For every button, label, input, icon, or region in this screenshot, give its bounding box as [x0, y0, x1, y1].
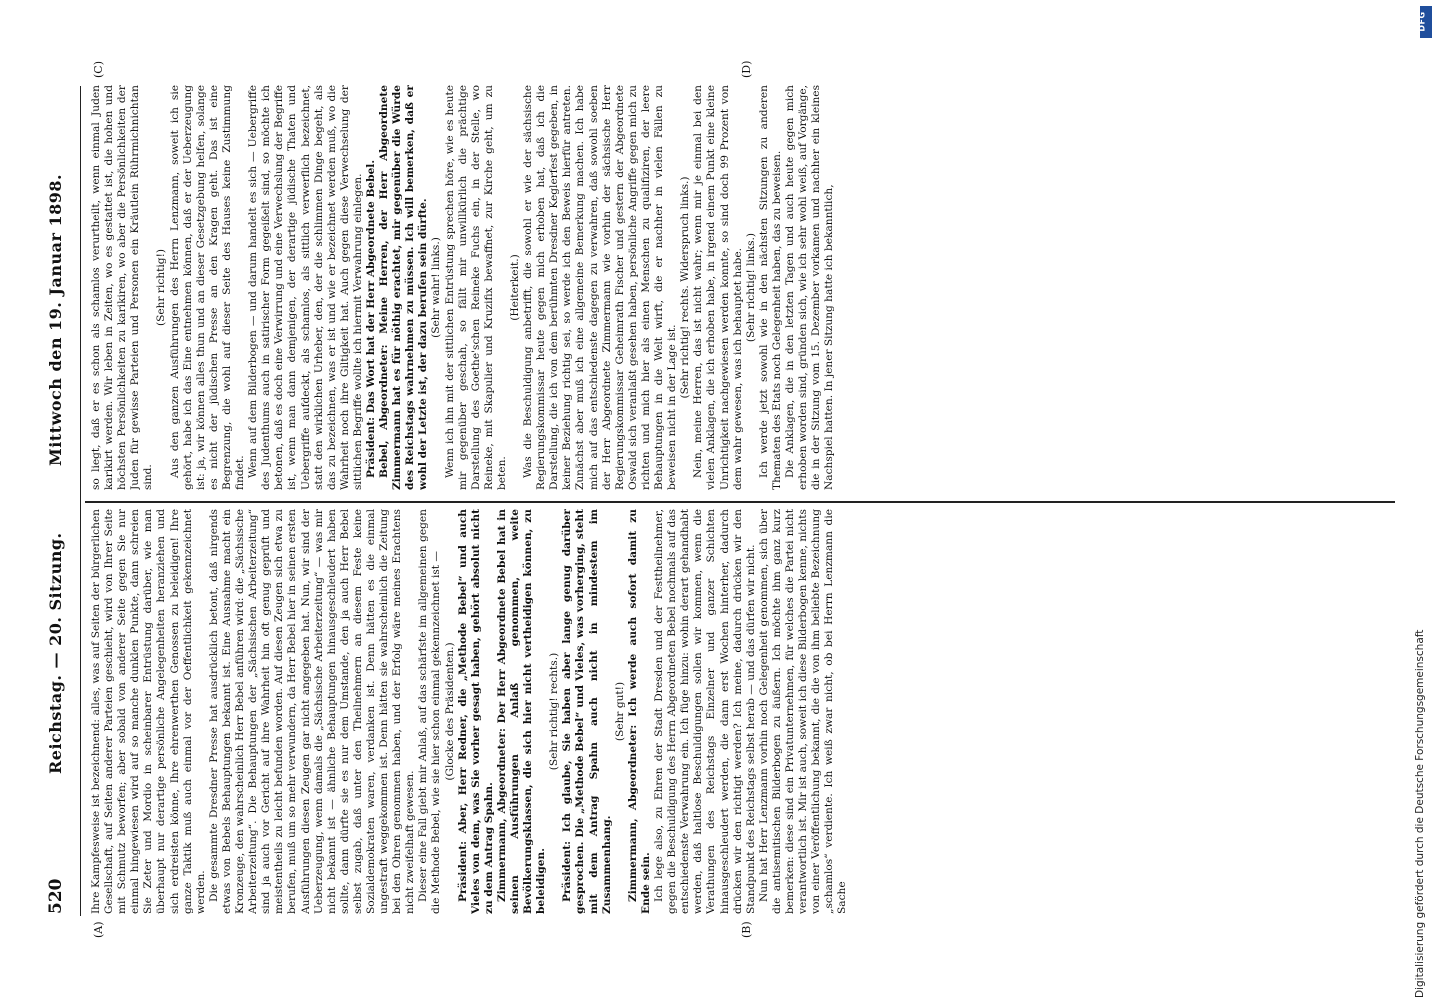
- digitization-credit: Digitalisierung gefördert durch die Deutsche Forschungsgemeinschaft: [1414, 629, 1426, 998]
- interjection: (Sehr gut!): [613, 681, 626, 742]
- page-number: 520: [46, 878, 66, 914]
- page-header: [44, 84, 74, 914]
- interjection: (Heiterkeit.): [509, 254, 521, 321]
- column-divider: [85, 501, 1395, 503]
- paragraph: Die gesammte Dresdner Presse hat ausdrücklich betont, daß nirgends etwas von Bebels Behauptungen bekannt ist. Eine Ausnahme macht ein Kronzeuge, den wahrscheinlich Herr Bebel anführen wird: die „Sächsische Arbeiterzeitung“. Die Behauptungen der „Sächsischen Arbeiterzeitung“ sind ja auch vor Gericht auf ihre Wahrheit hin oft genug geprüft und meistentheils zu leicht befunden worden. Auf diesen Zeugen sich etwa zu berufen, muß um so mehr verwundern, da Herr Bebel hier in seinen ersten Ausführungen diesen Zeugen gar nicht angegeben hat. Nun, wir sind der Ueberzeugung, wenn damals die „Sächsische Arbeiterzeitung“ — was mir nicht bekannt ist — ähnliche Behauptungen hinausgeschleudert haben sollte, dann dürfte sie es nur dem Umstande, den ja auch Herr Bebel selbst zugab, daß unter den Theilnehmern an diesem Feste keine Sozialdemokraten waren, verdanken ist. Denn hätten es die einmal ungestraft weggekommen ist. Denn hätten sie wahrscheinlich die Zeitung bei den Ohren genommen haben, und der Erfolg wäre meines Erachtens nicht zweifelhaft gewesen.: [207, 509, 417, 914]
- paragraph: Nein, meine Herren, das ist nicht wahr; wenn mir je einmal bei den vielen Anklagen, die ich erhoben habe, in irgend einem Punkt eine kleine Unrichtigkeit nachgewiesen werden konnte, so sind doch 99 Prozent von dem wahr gewesen, was ich behauptet habe.: [692, 85, 744, 490]
- paragraph: so liegt, daß er es schon als schamlos verurtheilt, wenn einmal Juden karikirt werden. Wir leben in Zeiten, wo es gestattet ist, die hohen und höchsten Persönlichkeiten zu karikiren, wo aber die Persönlichkeiten der Juden für gewisse Parteien und Personen ein Kräutlein Rührmichnichtan sind.: [90, 85, 155, 490]
- speaker-paragraph: Bebel, Abgeordneter: Meine Herren, der Herr Abgeordnete Zimmermann hat es für nöthig erachtet, mir gegenüber die Würde des Reichstags wahrnehmen zu müssen. Ich will bemerken, daß er wohl der Letzte ist, der dazu berufen sein dürfte.: [378, 85, 430, 490]
- margin-marker-d: (D): [740, 60, 753, 78]
- paragraph: Nun hat Herr Lenzmann vorhin noch Gelegenheit genommen, sich über die antisemitischen Bilderbogen zu äußern. Ich möchte ihm ganz kurz bemerken: diese sind ein Privatunternehmen, für welches die Partei nicht verantwortlich ist. Mir ist auch, soweit ich diese Bilderbogen kenne, nichts von einer Veröffentlichung bekannt, die die von ihm beliebte Bezeichnung „schamlos“ verdiente. Ich weiß zwar nicht, ob bei Herrn Lenzmann die Sache: [757, 509, 849, 914]
- interjection: (Sehr richtig! rechts.): [548, 652, 561, 771]
- session-date: Mittwoch den 19. Januar 1898.: [46, 173, 65, 466]
- paragraph: Ihre Kampfesweise ist bezeichnend: alles, was auf Seiten der bürgerlichen Gesellschaft, auf Seiten anderer Parteien geschieht, wird von Ihrer Seite mit Schmutz beworfen; aber sobald von anderer Seite gegen Sie nur einmal hingewiesen wird auf so manche dunklen Punkte, dann schreien Sie Zeter und Mordio in scheinbarer Entrüstung darüber, wie man überhaupt nur derartige persönliche Angelegenheiten heranziehen und sich erdreisten könne, Ihre ehrenwerthen Genossen zu beleidigen! Ihre ganze Taktik muß auch einmal vor der Oeffentlichkeit gekennzeichnet werden.: [90, 509, 207, 914]
- paragraph: Wenn auf dem Bilderbogen — und darum handelt es sich — Uebergriffe des Judenthums auch in satirischer Form gegeißelt sind, so möchte ich betonen, daß es doch eine Verwirrung und eine Verwechslung der Begriffe ist, wenn man dann demjenigen, der derartige jüdische Thaten und Uebergriffe aufdeckt, als schamlos, als sittlich verwerflich bezeichnet, statt den wirklichen Urheber, den, der die schlimmen Dinge begeht, als das zu bezeichnen, was er ist und wie er bezeichnet werden muß, wo die Wahrheit noch ihre Giltigkeit hat. Auch gegen diese Verwechselung der sittlichen Begriffe wollte ich hiermit Verwahrung einlegen.: [247, 85, 364, 490]
- interjection: (Glocke des Präsidenten.): [443, 642, 456, 781]
- text-column-left: [90, 509, 1390, 914]
- paragraph: Wenn ich ihn mit der sittlichen Entrüstung sprechen höre, wie es heute mir gegenüber geschah, so fällt mir unwillkürlich die prächtige Darstellung des Goethe'schen Reineke Fuchs ein, in der Stelle, wo Reineke, mit Skapulier und Kruzifix bewaffnet, zur Kirche geht, um zu beten.: [443, 85, 508, 490]
- speaker-paragraph: Zimmermann, Abgeordneter: Ich werde auch sofort damit zu Ende sein.: [626, 509, 652, 914]
- header-rule: [80, 86, 81, 916]
- interjection: (Sehr richtig! links.): [744, 232, 757, 343]
- speaker-paragraph: Präsident: Das Wort hat der Herr Abgeordnete Bebel.: [364, 159, 377, 478]
- paragraph: Dieser eine Fall giebt mir Anlaß, auf das schärfste im allgemeinen gegen die Methode Bebel, wie sie hier schon einmal gekennzeichnet ist —: [417, 509, 443, 914]
- margin-marker-c: (C): [92, 61, 105, 78]
- paragraph: Die Anklagen, die in den letzten Tagen und auch heute gegen mich erhoben worden sind, gründen sich, wie ich sehr wohl weiß, auf Vorgänge, die in der Sitzung vom 15. Dezember vorkamen und nachher ein kleines Nachspiel hatten. In jener Sitzung hatte ich bekanntlich,: [783, 85, 836, 490]
- interjection: (Sehr wahr! links.): [430, 237, 443, 338]
- paragraph: Ich lege also, zu Ehren der Stadt Dresden und der Festtheilnehmer, gegen die Beschuldigung des Herrn Abgeordneten Bebel nochmals auf das entschiedenste Verwahrung ein. Ich füge hinzu: wohin derart gehandhabt werden, daß haltlose Beschuldigungen sollen wir kommen, wenn die Verathungen des Reichstags Einzelner und ganzer Schichten hinausgeschleudert werden, die dann erst Wochen hinterher, dadurch drücken wir den richtigt werden? Ich meine, dadurch drücken wir den Standpunkt des Reichstags selbst herab — und das dürfen wir nicht.: [653, 509, 757, 914]
- dfg-logo: [1417, 6, 1432, 38]
- interjection: (Sehr richtig!): [155, 249, 168, 326]
- interjection: (Sehr richtig! rechts. Widerspruch links.): [679, 176, 692, 399]
- speaker-paragraph: Präsident: Aber, Herr Redner, die „Methode Bebel“ und auch Vieles von dem, was Sie vorher gesagt haben, gehört absolut nicht zu dem Antrag Spahn.: [456, 509, 495, 914]
- session-title: Reichstag. — 20. Sitzung.: [46, 532, 65, 774]
- text-column-right: [90, 85, 1390, 490]
- paragraph: Ich werde jetzt sowohl wie in den nächsten Sitzungen zu anderen Thematen des Etats noch Gelegenheit haben, das zu beweisen.: [757, 85, 783, 490]
- paragraph: Aus den ganzen Ausführungen des Herrn Lenzmann, soweit ich sie gehört, habe ich das Eine entnehmen können, daß er der Ueberzeugung ist: ja, wir können alles thun und an dieser Gesetzgebung helfen, solange es nicht der jüdischen Presse an den Kragen geht. Das ist eine Begrenzung, die wohl auf dieser Seite des Hauses keine Zustimmung findet.: [168, 85, 247, 490]
- margin-marker-b: (B): [740, 921, 753, 938]
- dfg-logo-text: DFG: [1417, 11, 1427, 32]
- speaker-paragraph: Präsident: Ich glaube, Sie haben aber lange genug darüber gesprochen. Die „Methode Bebel“ und Vieles, was vorherging, steht mit dem Antrag Spahn auch nicht in mindestem im Zusammenhang.: [561, 509, 613, 914]
- paragraph: Was die Beschuldigung anbetrifft, die sowohl er wie der sächsische Regierungskommissar heute gegen mich erhoben hat, daß ich die Darstellung, die ich von dem berühmten Dresdner Keglerfest gegeben, in keiner Beziehung richtig sei, so werde ich den Beweis hierfür antreten. Zunächst aber muß ich eine allgemeine Bemerkung machen. Ich habe mich auf das entschiedenste dagegen zu verwahren, daß sowohl soeben der Herr Abgeordnete Zimmermann wie vorhin der sächsische Herr Regierungskommissar Geheimrath Fischer und gestern der Abgeordnete Oswald sich veranlaßt gesehen haben, persönliche Angriffe gegen mich zu richten und mich hier als einen Menschen zu qualifiziren, der leere Behauptungen in die Welt wirft, die er nachher in vielen Fällen zu beweisen nicht in der Lage ist.: [522, 85, 679, 490]
- speaker-paragraph: Zimmermann, Abgeordneter: Der Herr Abgeordnete Bebel hat in seinen Ausführungen Anlaß genommen, weite Bevölkerungsklassen, die sich hier nicht vertheidigen können, zu beleidigen.: [495, 509, 548, 914]
- margin-marker-a: (A): [92, 921, 105, 938]
